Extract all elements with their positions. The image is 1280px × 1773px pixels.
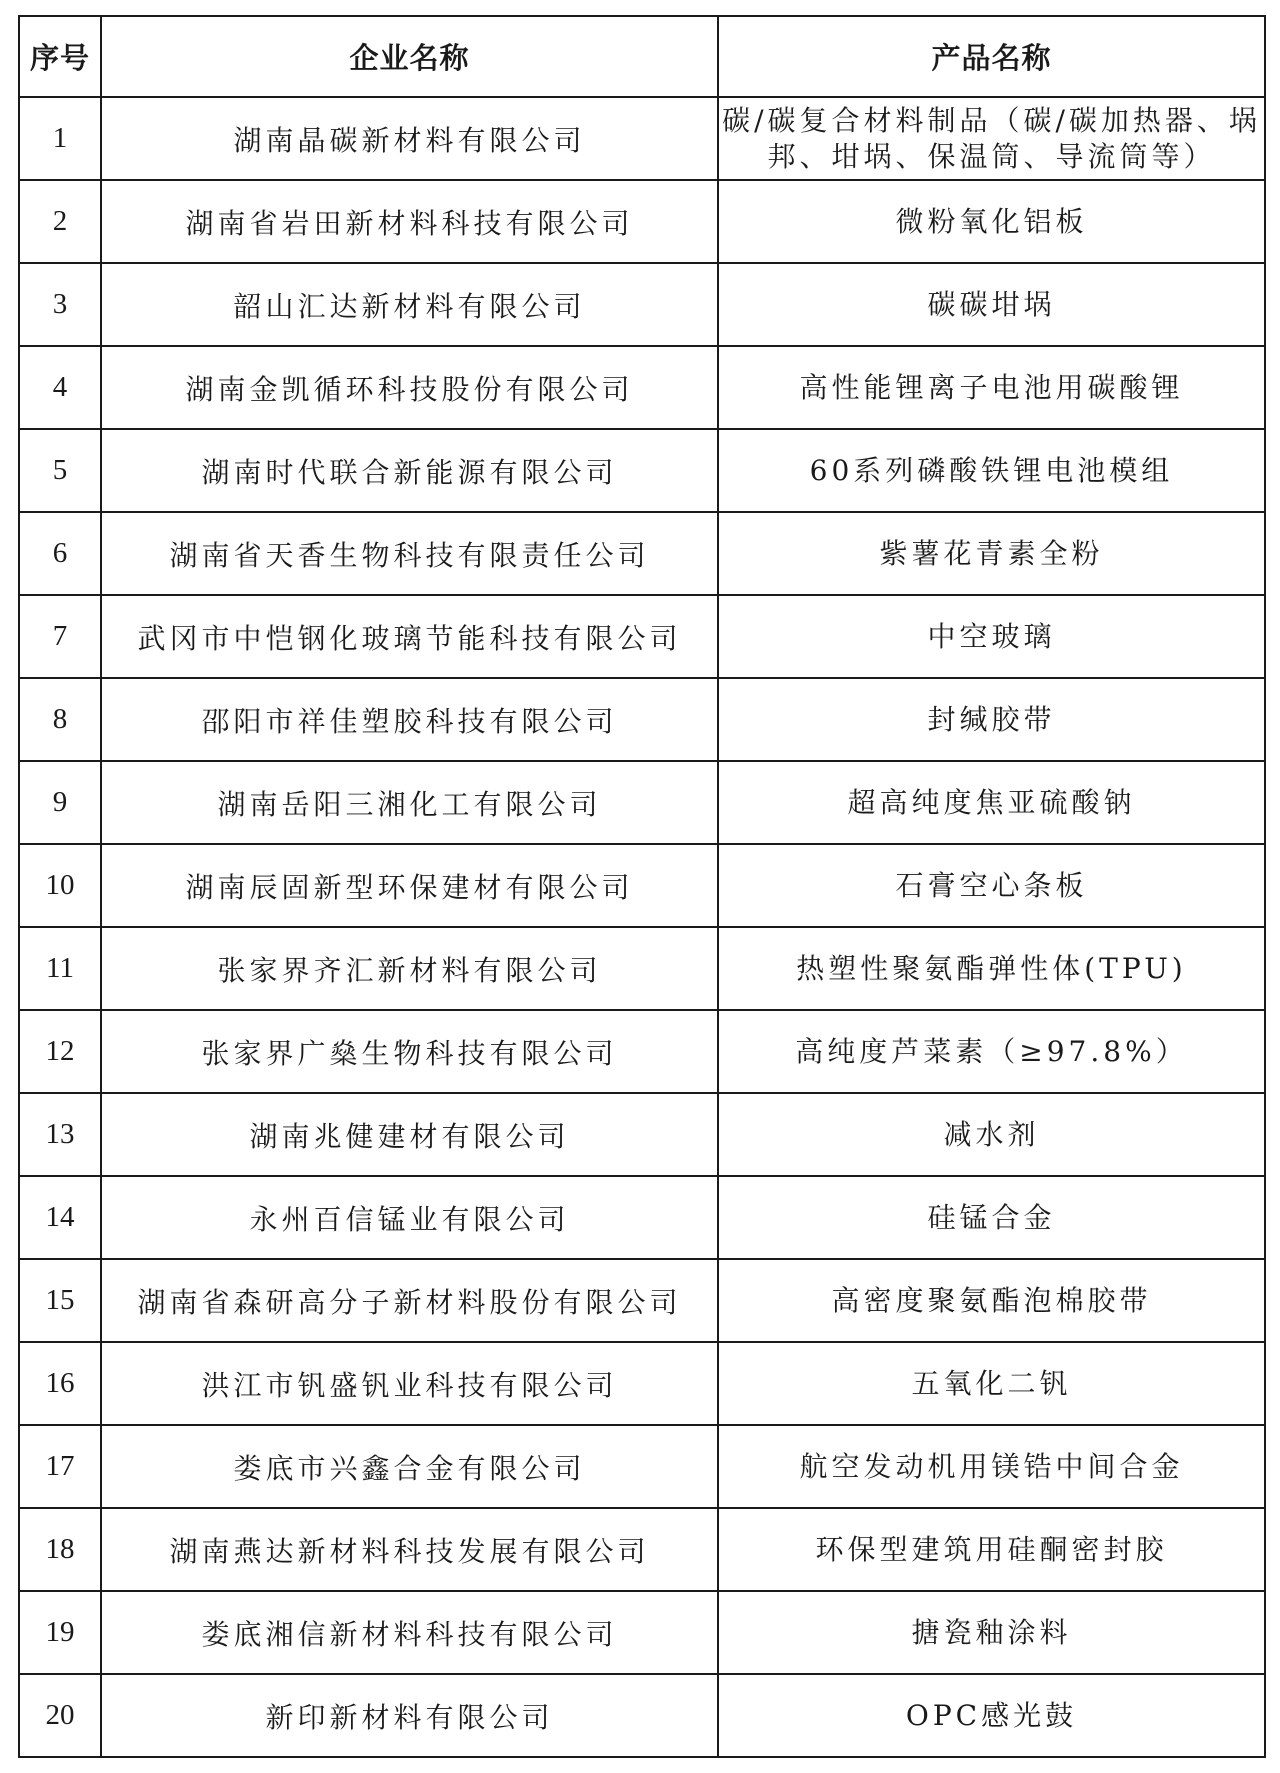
cell-product-name: 高性能锂离子电池用碳酸锂: [718, 346, 1265, 429]
table-row: [19, 429, 1265, 512]
table-row: [19, 1259, 1265, 1342]
cell-company-name: 新印新材料有限公司: [101, 1674, 718, 1757]
cell-serial-number: 20: [19, 1674, 101, 1757]
table-row: [19, 1176, 1265, 1259]
cell-serial-number: 9: [19, 761, 101, 844]
table-row: [19, 1425, 1265, 1508]
table-row: [19, 761, 1265, 844]
cell-company-name: 湖南晶碳新材料有限公司: [101, 97, 718, 180]
cell-company-name: 湖南省岩田新材料科技有限公司: [101, 180, 718, 263]
header-serial-number: 序号: [19, 16, 101, 97]
cell-company-name: 洪江市钒盛钒业科技有限公司: [101, 1342, 718, 1425]
cell-serial-number: 1: [19, 97, 101, 180]
cell-serial-number: 7: [19, 595, 101, 678]
cell-serial-number: 10: [19, 844, 101, 927]
cell-product-name: 环保型建筑用硅酮密封胶: [718, 1508, 1265, 1591]
enterprise-product-table: [18, 15, 1266, 1758]
cell-company-name: 韶山汇达新材料有限公司: [101, 263, 718, 346]
table-row: [19, 346, 1265, 429]
cell-product-name: 封缄胶带: [718, 678, 1265, 761]
cell-serial-number: 8: [19, 678, 101, 761]
header-product-name: 产品名称: [718, 16, 1265, 97]
cell-serial-number: 11: [19, 927, 101, 1010]
table-row: [19, 180, 1265, 263]
cell-company-name: 张家界齐汇新材料有限公司: [101, 927, 718, 1010]
cell-company-name: 湖南燕达新材料科技发展有限公司: [101, 1508, 718, 1591]
cell-product-name: 航空发动机用镁锆中间合金: [718, 1425, 1265, 1508]
table-row: [19, 678, 1265, 761]
cell-serial-number: 17: [19, 1425, 101, 1508]
cell-product-name: 中空玻璃: [718, 595, 1265, 678]
cell-product-name: 碳碳坩埚: [718, 263, 1265, 346]
cell-product-name: 紫薯花青素全粉: [718, 512, 1265, 595]
cell-serial-number: 19: [19, 1591, 101, 1674]
cell-company-name: 永州百信锰业有限公司: [101, 1176, 718, 1259]
cell-company-name: 武冈市中恺钢化玻璃节能科技有限公司: [101, 595, 718, 678]
table-row: [19, 1010, 1265, 1093]
cell-product-name: 高密度聚氨酯泡棉胶带: [718, 1259, 1265, 1342]
table-row: [19, 512, 1265, 595]
table-row: [19, 1591, 1265, 1674]
cell-company-name: 邵阳市祥佳塑胶科技有限公司: [101, 678, 718, 761]
cell-company-name: 湖南金凯循环科技股份有限公司: [101, 346, 718, 429]
cell-product-name: 热塑性聚氨酯弹性体(TPU): [718, 927, 1265, 1010]
table-body: [19, 97, 1265, 1757]
cell-serial-number: 16: [19, 1342, 101, 1425]
cell-serial-number: 3: [19, 263, 101, 346]
cell-company-name: 娄底湘信新材料科技有限公司: [101, 1591, 718, 1674]
table-row: [19, 595, 1265, 678]
cell-product-name: 碳/碳复合材料制品（碳/碳加热器、埚邦、坩埚、保温筒、导流筒等）: [718, 97, 1265, 180]
cell-serial-number: 18: [19, 1508, 101, 1591]
table-row: [19, 844, 1265, 927]
cell-serial-number: 5: [19, 429, 101, 512]
cell-product-name: OPC感光鼓: [718, 1674, 1265, 1757]
cell-company-name: 湖南辰固新型环保建材有限公司: [101, 844, 718, 927]
cell-serial-number: 12: [19, 1010, 101, 1093]
cell-company-name: 湖南岳阳三湘化工有限公司: [101, 761, 718, 844]
table-row: [19, 97, 1265, 180]
cell-company-name: 娄底市兴鑫合金有限公司: [101, 1425, 718, 1508]
cell-product-name: 石膏空心条板: [718, 844, 1265, 927]
cell-serial-number: 6: [19, 512, 101, 595]
cell-company-name: 湖南省森研高分子新材料股份有限公司: [101, 1259, 718, 1342]
cell-company-name: 张家界广燊生物科技有限公司: [101, 1010, 718, 1093]
cell-product-name: 高纯度芦菜素（≥97.8%）: [718, 1010, 1265, 1093]
table-row: [19, 1093, 1265, 1176]
table-row: [19, 263, 1265, 346]
cell-serial-number: 13: [19, 1093, 101, 1176]
cell-product-name: 减水剂: [718, 1093, 1265, 1176]
table-row: [19, 1508, 1265, 1591]
table-row: [19, 927, 1265, 1010]
cell-product-name: 60系列磷酸铁锂电池模组: [718, 429, 1265, 512]
header-company-name: 企业名称: [101, 16, 718, 97]
table-header-row: [19, 16, 1265, 97]
cell-product-name: 五氧化二钒: [718, 1342, 1265, 1425]
cell-serial-number: 2: [19, 180, 101, 263]
cell-product-name: 微粉氧化铝板: [718, 180, 1265, 263]
cell-serial-number: 4: [19, 346, 101, 429]
table-row: [19, 1342, 1265, 1425]
table-row: [19, 1674, 1265, 1757]
cell-serial-number: 14: [19, 1176, 101, 1259]
cell-serial-number: 15: [19, 1259, 101, 1342]
cell-product-name: 搪瓷釉涂料: [718, 1591, 1265, 1674]
cell-product-name: 超高纯度焦亚硫酸钠: [718, 761, 1265, 844]
cell-company-name: 湖南省天香生物科技有限责任公司: [101, 512, 718, 595]
cell-product-name: 硅锰合金: [718, 1176, 1265, 1259]
cell-company-name: 湖南兆健建材有限公司: [101, 1093, 718, 1176]
cell-company-name: 湖南时代联合新能源有限公司: [101, 429, 718, 512]
